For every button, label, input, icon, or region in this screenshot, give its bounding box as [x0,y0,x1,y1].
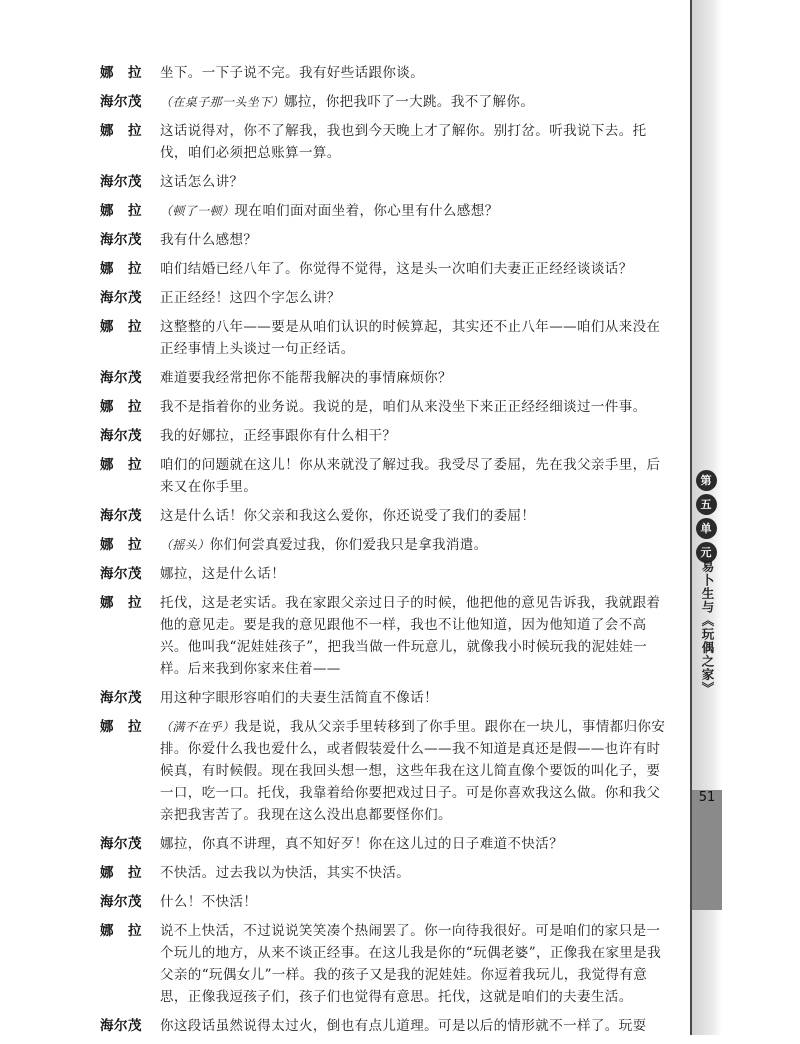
speech-body: 正正经经！这四个字怎么讲？ [160,290,341,306]
speaker-name: 海尔茂 [100,174,142,190]
speech-body: 难道要我经常把你不能帮我解决的事情麻烦你？ [160,370,452,386]
speech-text [160,563,672,585]
speech-body: 咱们的问题就在这儿！你从来就没了解过我。我受尽了委屈，先在我父亲手里，后来又在你手里。 [160,457,661,495]
speech-text [160,120,672,164]
dialogue-line [100,1015,672,1037]
speech-body: 坐下。一下子说不完。我有好些话跟你谈。 [160,65,425,81]
speech-text [160,891,672,913]
speaker-name: 海尔茂 [100,428,142,444]
speech-text [160,396,672,418]
dialogue-line [100,920,672,1008]
speaker-name: 娜 拉 [100,457,142,473]
unit-char: 第 [696,470,717,491]
speaker-name: 娜 拉 [100,865,142,881]
speech-text [160,425,672,447]
speaker-name: 娜 拉 [100,719,142,735]
dialogue-list [100,62,672,1044]
speech-text [160,367,672,389]
dialogue-line [100,91,672,113]
speaker-name: 娜 拉 [100,65,142,81]
speaker-name: 娜 拉 [100,537,142,553]
speech-text [160,920,672,1008]
speech-text [160,454,672,498]
speaker-name: 娜 拉 [100,595,142,611]
speech-body: 我不是指着你的业务说。我说的是，咱们从来没坐下来正正经经细谈过一件事。 [160,399,647,415]
speech-body: 我的好娜拉，正经事跟你有什么相干？ [160,428,397,444]
speech-text [160,592,672,680]
speaker-name: 娜 拉 [100,319,142,335]
dialogue-line [100,425,672,447]
dialogue-line [100,229,672,251]
speech-text [160,200,672,222]
speech-body: 娜拉，你真不讲理，真不知好歹！你在这儿过的日子难道不快活？ [160,836,564,852]
speech-body: 我有什么感想？ [160,232,258,248]
speaker-name: 娜 拉 [100,123,142,139]
speech-body: 用这种字眼形容咱们的夫妻生活简直不像话！ [160,690,438,706]
speech-body: 现在咱们面对面坐着，你心里有什么感想？ [234,203,499,219]
speech-body: 我是说，我从父亲手里转移到了你手里。跟你在一块儿，事情都归你安排。你爱什么我也爱什么，或者假装爱什么——我不知道是真还是假——也许有时候真，有时候假。现在我回头想一想，这些年我在这儿简直像个要饭的叫化子，要一口，吃一口。托伐，我靠着给你要把戏过日子。可是你喜欢我这么做。你和我父亲把我害苦了。我现在这么没出息都要怪你们。 [160,719,666,823]
speech-body: 不快活。过去我以为快活，其实不快活。 [160,865,411,881]
speaker-name: 海尔茂 [100,836,142,852]
speech-body: 这整整的八年——要是从咱们认识的时候算起，其实还不止八年——咱们从来没在正经事情上头谈过一句正经话。 [160,319,661,357]
speech-body: 你这段话虽然说得太过火，倒也有点儿道理。可是以后的情形就不一样了。玩耍 [160,1018,647,1034]
speech-text [160,62,672,84]
dialogue-line [100,505,672,527]
speech-body: 说不上快活，不过说说笑笑凑个热闹罢了。你一向待我很好。可是咱们的家只是一个玩儿的地方，从来不谈正经事。在这儿我是你的“玩偶老婆”，正像我在家里是我父亲的“玩偶女儿”一样。我的孩子又是我的泥娃娃。你逗着我玩儿，我觉得有意思，正像我逗孩子们，孩子们也觉得有意思。托伐，这就是咱们的夫妻生活。 [160,923,662,1005]
dialogue-line [100,258,672,280]
speech-text [160,833,672,855]
speech-text [160,505,672,527]
unit-char: 元 [696,542,717,563]
dialogue-line [100,287,672,309]
stage-direction: （满不在乎） [160,720,235,734]
dialogue-line [100,563,672,585]
side-chapter-title: 易卜生与《玩偶之家》 [700,560,715,695]
speaker-name: 海尔茂 [100,508,142,524]
stage-direction: （在桌子那一头坐下） [160,95,285,109]
speaker-name: 海尔茂 [100,566,142,582]
page-tab-marker [692,790,722,910]
speech-text [160,171,672,193]
speech-body: 托伐，这是老实话。我在家跟父亲过日子的时候，他把他的意见告诉我，我就跟着他的意见走。要是我的意见跟他不一样，我也不让他知道，因为他知道了会不高兴。他叫我“泥娃娃孩子”，把我当做一件玩意儿，就像我小时候玩我的泥娃娃一样。后来我到你家来住着—— [160,595,661,677]
speech-body: 什么！不快活！ [160,894,258,910]
speaker-name: 海尔茂 [100,94,142,110]
dialogue-line [100,833,672,855]
stage-direction: （顿了一顿） [160,204,235,218]
speech-text [160,258,672,280]
unit-char: 单 [696,518,717,539]
speaker-name: 娜 拉 [100,923,142,939]
dialogue-line [100,687,672,709]
speech-text [160,1015,672,1037]
dialogue-line [100,367,672,389]
dialogue-line [100,716,672,826]
speech-text [160,687,672,709]
speech-text [160,91,672,113]
speaker-name: 海尔茂 [100,370,142,386]
dialogue-line [100,62,672,84]
speech-body: 咱们结婚已经八年了。你觉得不觉得，这是头一次咱们夫妻正正经经谈谈话？ [160,261,633,277]
dialogue-line [100,120,672,164]
speaker-name: 海尔茂 [100,894,142,910]
speech-body: 娜拉，你把我吓了一大跳。我不了解你。 [284,94,535,110]
dialogue-line [100,534,672,556]
dialogue-line [100,862,672,884]
speaker-name: 海尔茂 [100,690,142,706]
speaker-name: 海尔茂 [100,232,142,248]
speech-text [160,316,672,360]
speech-body: 娜拉，这是什么话！ [160,566,286,582]
speech-text [160,229,672,251]
margin-rule [690,0,692,1035]
dialogue-line [100,200,672,222]
dialogue-line [100,316,672,360]
speech-text [160,287,672,309]
speaker-name: 海尔茂 [100,1018,142,1034]
dialogue-line [100,592,672,680]
dialogue-line [100,454,672,498]
stage-direction: （摇头） [160,538,210,552]
dialogue-line [100,171,672,193]
speech-body: 这话怎么讲？ [160,174,244,190]
dialogue-line [100,891,672,913]
speech-body: 你们何尝真爱过我，你们爱我只是拿我消遣。 [209,537,488,553]
speech-body: 这是什么话！你父亲和我这么爱你，你还说受了我们的委屈！ [160,508,536,524]
speech-body: 这话说得对，你不了解我，我也到今天晚上才了解你。别打岔。听我说下去。托伐，咱们必须把总账算一算。 [160,123,647,161]
speech-text [160,534,672,556]
speech-text [160,716,672,826]
page-number: 51 [698,790,716,805]
unit-char: 五 [696,494,717,515]
dialogue-line [100,396,672,418]
speaker-name: 娜 拉 [100,399,142,415]
speaker-name: 娜 拉 [100,261,142,277]
speech-text [160,862,672,884]
speaker-name: 娜 拉 [100,203,142,219]
speaker-name: 海尔茂 [100,290,142,306]
unit-badge [694,470,718,566]
